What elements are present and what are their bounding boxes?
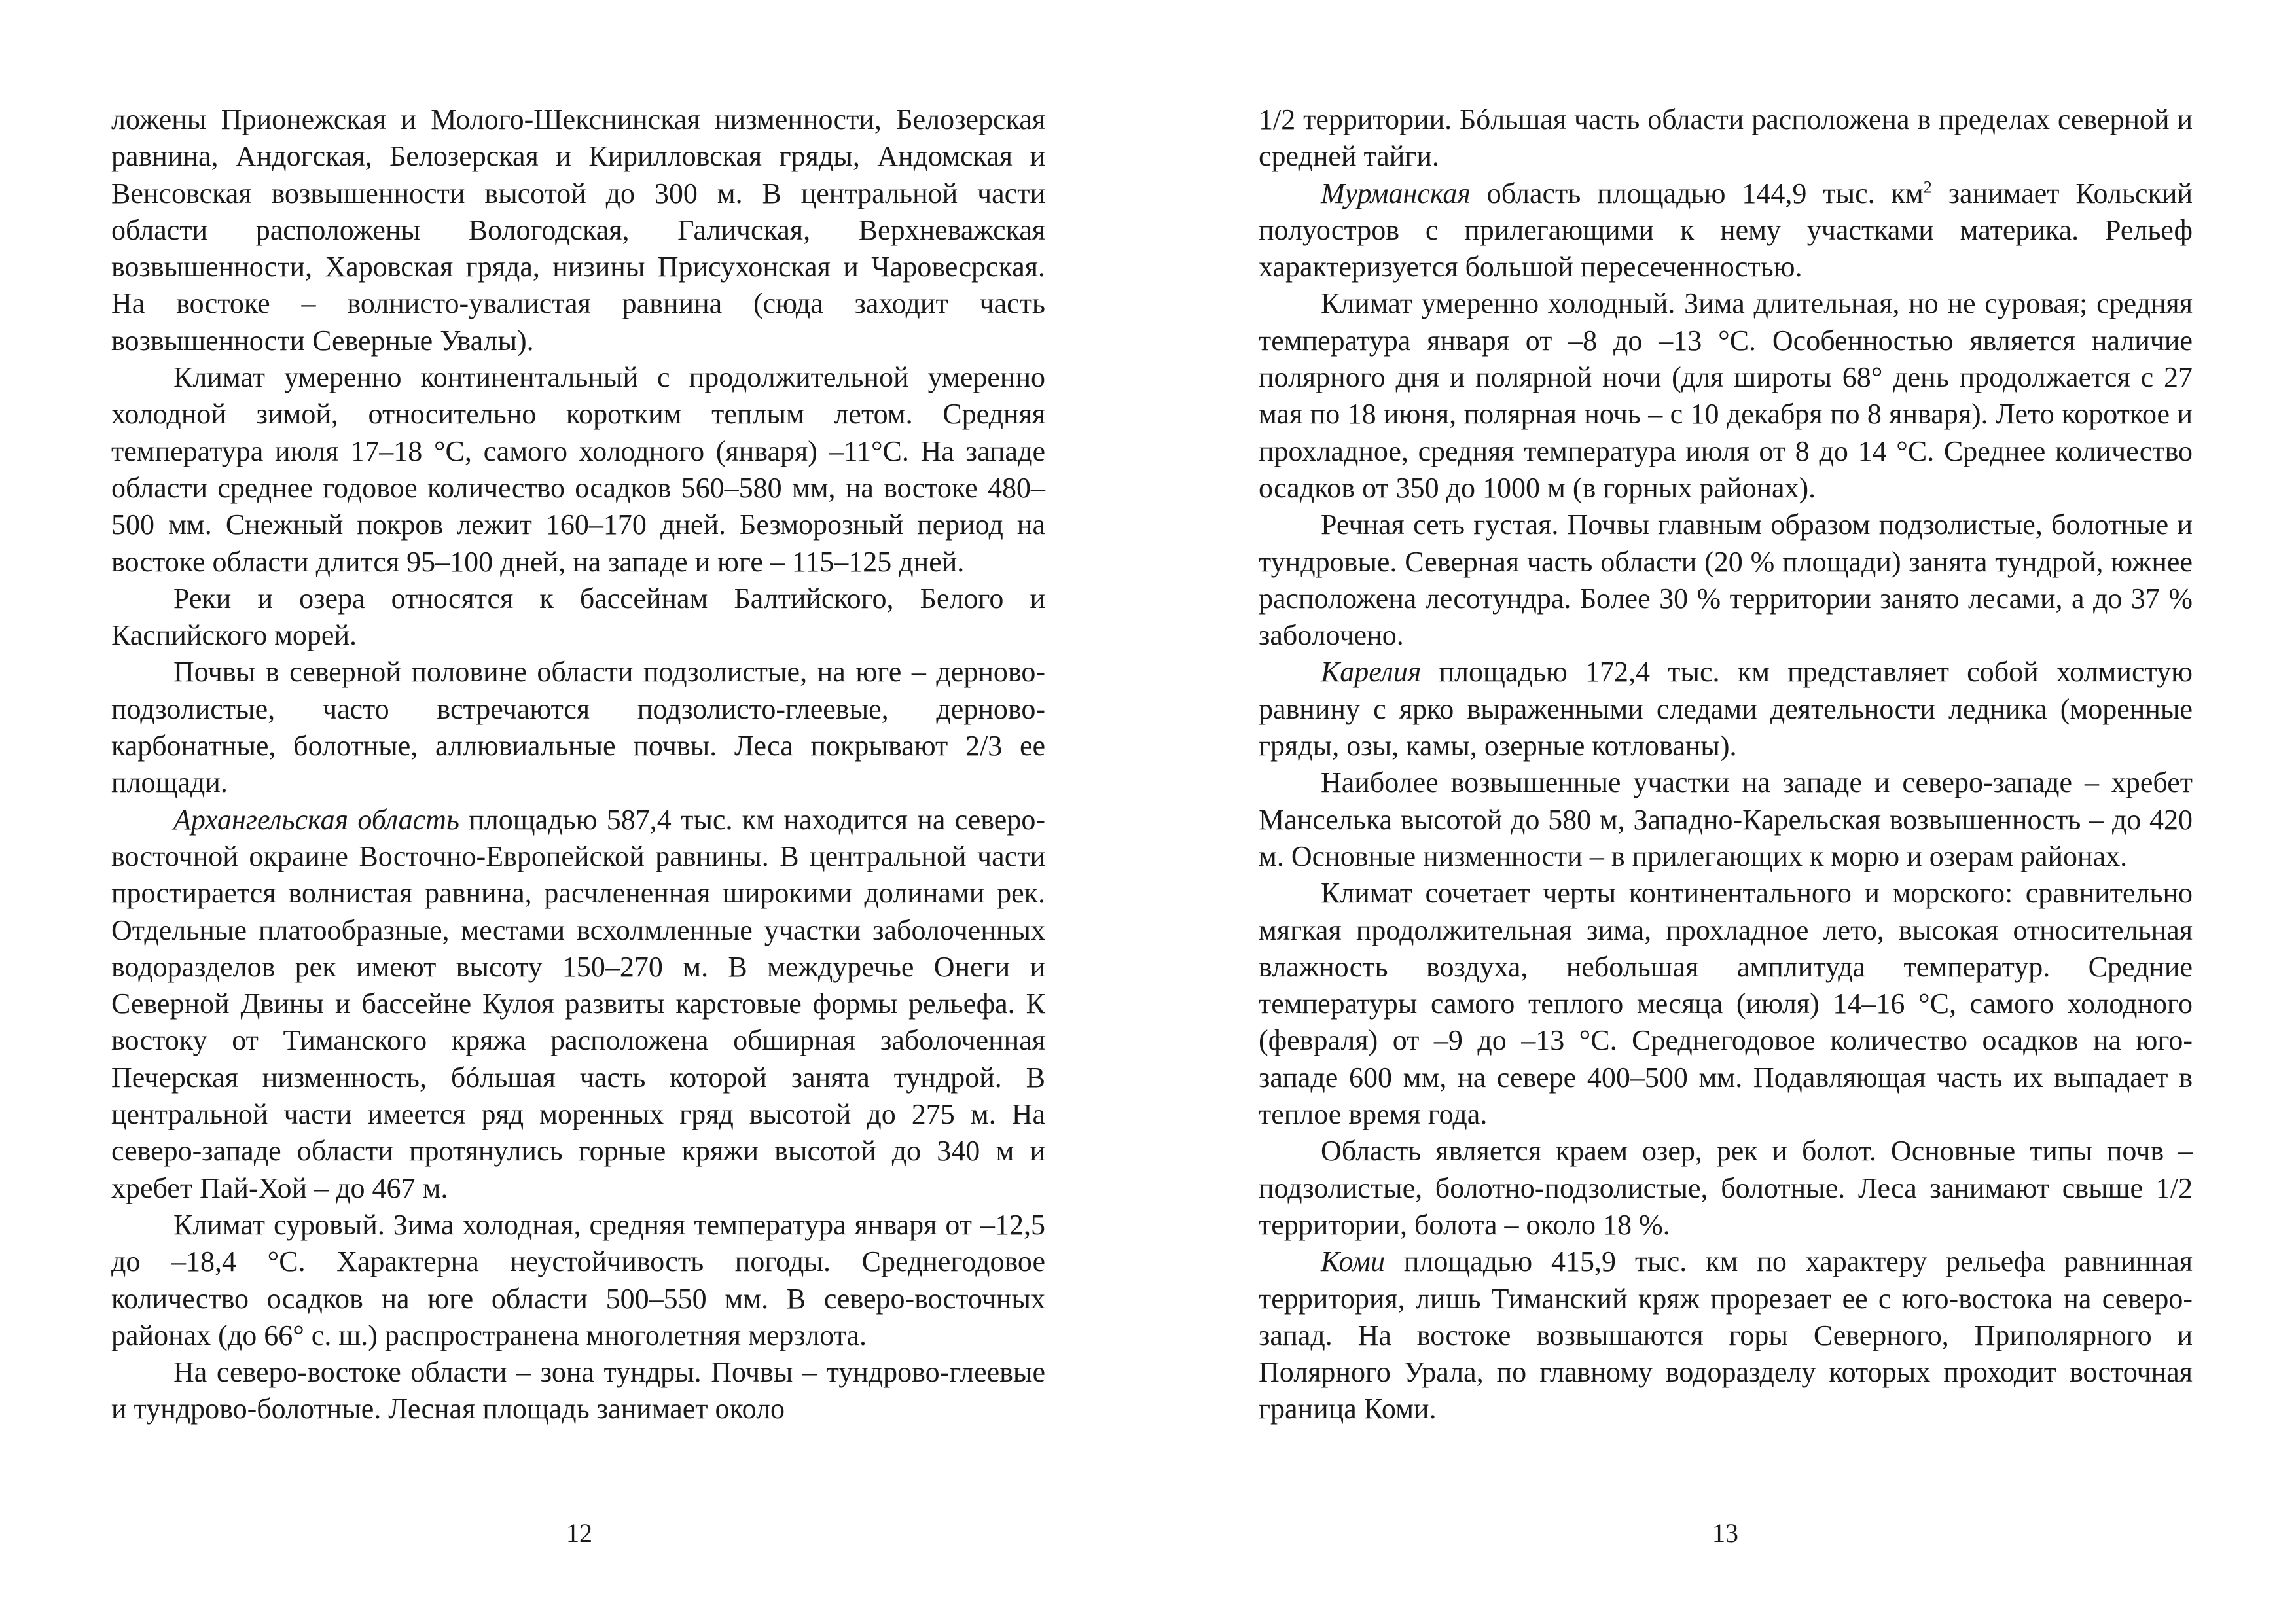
- superscript: 2: [1923, 177, 1932, 196]
- paragraph: [111, 802, 1045, 1207]
- paragraph: Климат суровый. Зима холодная, средняя температура января от –12,5 до –18,4 °С. Характерна неустойчивость погоды. Среднегодовое количество осадков на юге области 500–550 мм. В северо-восточных районах (до 66° с. ш.) распространена многолетняя мерзлота.: [111, 1208, 1045, 1351]
- paragraph: Климат умеренно холодный. Зима длительная, но не суровая; средняя температура января от –8 до –13 °С. Особенностью является наличие полярного дня и полярной ночи (для широты 68° день продолжается с 27 мая по 18 июня, полярная ночь – с 10 декабря по 8 января). Лето короткое и прохладное, средняя температура июля от 8 до 14 °С. Среднее количество осадков от 350 до 1000 м (в горных районах).: [1259, 287, 2193, 504]
- page-number: 13: [1712, 1518, 1738, 1548]
- region-name-italic: Архангельская область: [173, 803, 459, 836]
- paragraph-text: область площадью 144,9 тыс. км: [1470, 177, 1924, 209]
- paragraph: Речная сеть густая. Почвы главным образом подзолистые, болотные и тундровые. Северная часть области (20 % площади) занята тундрой, южнее расположена лесотундра. Более 30 % территории занято лесами, а до 37 % заболочено.: [1259, 508, 2193, 652]
- paragraph: Климат умеренно континентальный с продолжительной умеренно холодной зимой, относительно коротким теплым летом. Средняя температура июля 17–18 °С, самого холодного (января) –11°С. На западе области среднее годовое количество осадков 560–580 мм, на востоке 480–500 мм. Снежный покров лежит 160–170 дней. Безморозный период на востоке области длится 95–100 дней, на западе и юге – 115–125 дней.: [111, 361, 1045, 578]
- paragraph: [1259, 654, 2193, 764]
- paragraph: Область является краем озер, рек и болот. Основные типы почв – подзолистые, болотно-подзолистые, болотные. Леса занимают свыше 1/2 территории, болота – около 18 %.: [1259, 1135, 2193, 1241]
- paragraph: 1/2 территории. Бóльшая часть области расположена в пределах северной и средней тайги.: [1259, 103, 2193, 173]
- left-page-text: [111, 101, 1045, 1428]
- paragraph: ложены Прионежская и Молого-Шекснинская низменности, Белозерская равнина, Андогская, Белозерская и Кирилловская гряды, Андомская и Венсовская возвышенности высотой до 300 м. В центральной части области расположены Вологодская, Галичская, Верхневажская возвышенности, Харовская гряда, низины Присухонская и Чаровесрская. На востоке – волнисто-увалистая равнина (сюда заходит часть возвышенности Северные Увалы).: [111, 103, 1045, 357]
- paragraph-text: площадью 415,9 тыс. км по характеру рельефа равнинная территория, лишь Тиманский кряж прорезает ее с юго-востока на северо-запад. На востоке возвышаются горы Северного, Приполярного и Полярного Урала, по главному водоразделу которых проходит восточная граница Коми.: [1259, 1245, 2193, 1425]
- right-page-text: [1259, 101, 2193, 1428]
- paragraph: На северо-востоке области – зона тундры. Почвы – тундрово-глеевые и тундрово-болотные. Лесная площадь занимает около: [111, 1356, 1045, 1425]
- paragraph-text: занимает Кольский полуостров с прилегающими к нему участками материка. Рельеф характеризуется большой пересеченностью.: [1259, 177, 2193, 283]
- paragraph: Реки и озера относятся к бассейнам Балтийского, Белого и Каспийского морей.: [111, 582, 1045, 652]
- region-name-italic: Мурманская: [1321, 177, 1471, 209]
- page-number: 12: [566, 1518, 592, 1548]
- paragraph: [1259, 175, 2193, 286]
- region-name-italic: Коми: [1321, 1245, 1385, 1278]
- right-page: [1148, 0, 2296, 1623]
- paragraph-text: площадью 172,4 тыс. км представляет собой холмистую равнину с ярко выраженными следами деятельности ледника (моренные гряды, озы, камы, озерные котлованы).: [1259, 656, 2193, 762]
- paragraph: Почвы в северной половине области подзолистые, на юге – дерново-подзолистые, часто встречаются подзолисто-глеевые, дерново-карбонатные, болотные, аллювиальные почвы. Леса покрывают 2/3 ее площади.: [111, 656, 1045, 799]
- paragraph-text: площадью 587,4 тыс. км находится на северо-восточной окраине Восточно-Европейской равнины. В центральной части простирается волнистая равнина, расчлененная широкими долинами рек. Отдельные платообразные, местами всхолмленные участки заболоченных водоразделов рек имеют высоту 150–270 м. В междуречье Онеги и Северной Двины и бассейне Кулоя развиты карстовые формы рельефа. К востоку от Тиманского кряжа расположена обширная заболоченная Печерская низменность, бóльшая часть которой занята тундрой. В центральной части имеется ряд моренных гряд высотой до 275 м. На северо-западе области протянулись горные кряжи высотой до 340 м и хребет Пай-Хой – до 467 м.: [111, 803, 1045, 1204]
- paragraph: [1259, 1243, 2193, 1427]
- paragraph: Климат сочетает черты континентального и морского: сравнительно мягкая продолжительная зима, прохладное лето, высокая относительная влажность воздуха, небольшая амплитуда температур. Средние температуры самого теплого месяца (июля) 14–16 °С, самого холодного (февраля) от –9 до –13 °С. Среднегодовое количество осадков на юго-западе 600 мм, на севере 400–500 мм. Подавляющая часть их выпадает в теплое время года.: [1259, 877, 2193, 1131]
- region-name-italic: Карелия: [1321, 656, 1422, 688]
- paragraph: Наиболее возвышенные участки на западе и северо-западе – хребет Манселька высотой до 580 м, Западно-Карельская возвышенность – до 420 м. Основные низменности – в прилегающих к морю и озерам районах.: [1259, 766, 2193, 872]
